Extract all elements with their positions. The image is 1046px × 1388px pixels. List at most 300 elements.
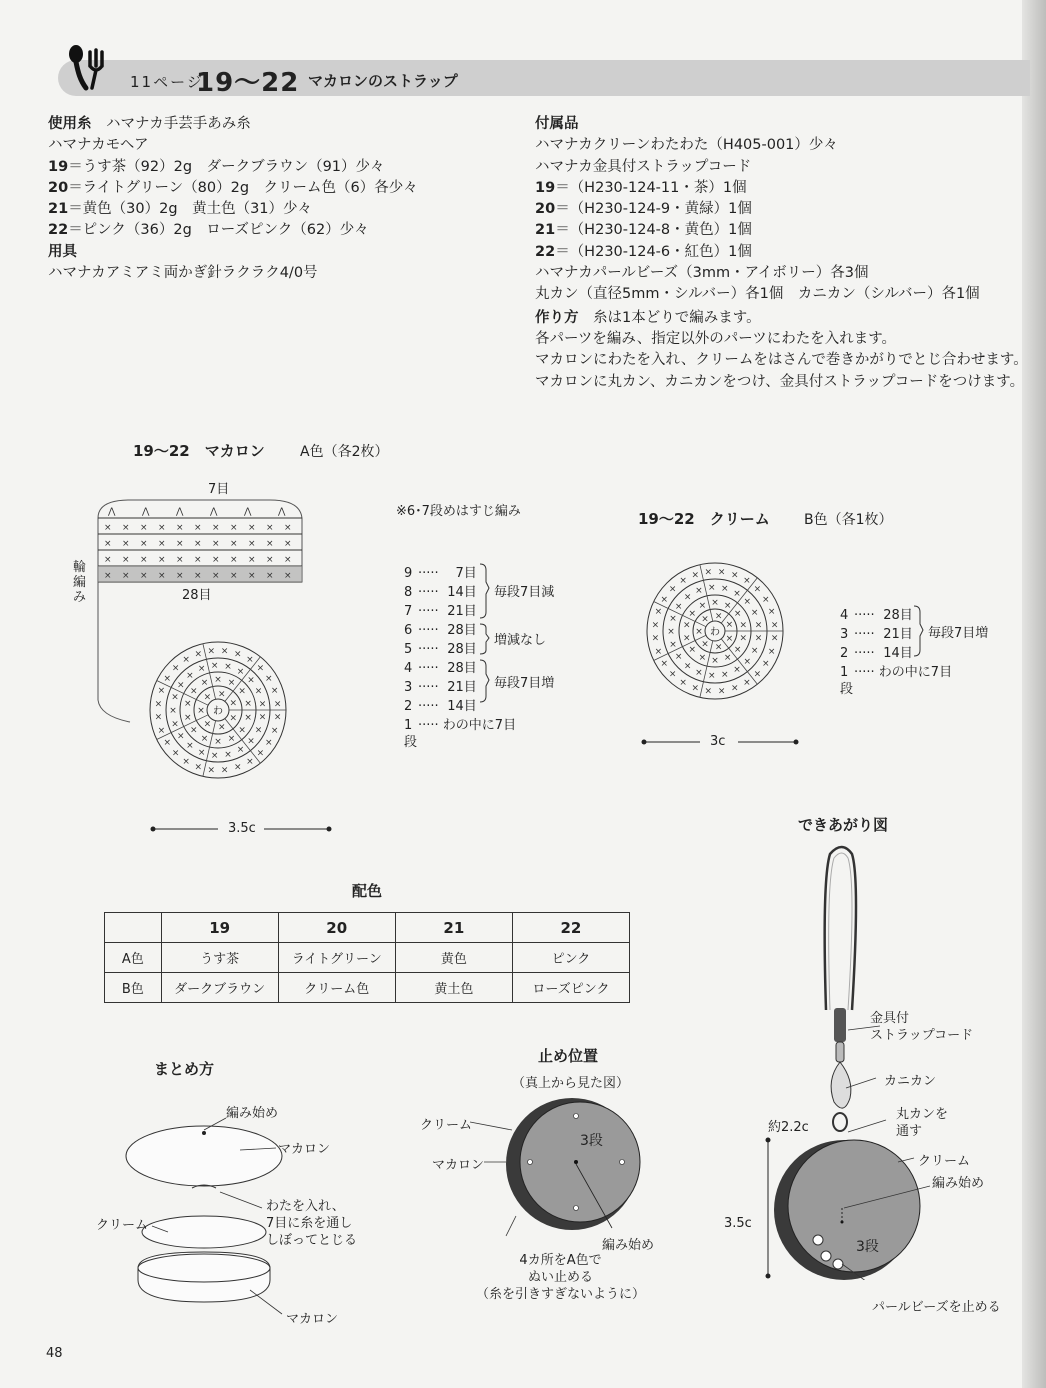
- macaron-note: ※6･7段めはすじ編み: [396, 504, 521, 519]
- svg-text:×: ×: [218, 689, 226, 700]
- svg-text:×: ×: [247, 675, 255, 686]
- stop-position-subtitle: （真上から見た図）: [512, 1076, 630, 1091]
- svg-text:×: ×: [753, 584, 762, 595]
- method-line: マカロンにわたを入れ、クリームをはさんで巻きかがりでとじ合わせます。: [535, 352, 1028, 369]
- svg-text:×: ×: [739, 633, 748, 644]
- assembly-start: 編み始め: [226, 1106, 279, 1121]
- page-reference: 11ページ: [130, 73, 204, 91]
- svg-text:×: ×: [733, 588, 741, 599]
- table-cell: A色: [105, 943, 162, 973]
- svg-text:×: ×: [244, 699, 252, 710]
- finished-start-label: 編み始め: [932, 1176, 985, 1191]
- page-number: 48: [46, 1346, 63, 1361]
- svg-text:×: ×: [176, 523, 184, 533]
- svg-text:×: ×: [668, 584, 677, 595]
- finished-cord-label: 金具付 ストラップコード: [870, 1011, 974, 1043]
- svg-text:×: ×: [227, 733, 236, 744]
- svg-text:わ: わ: [710, 627, 720, 638]
- accessory-line: ハマナカパールビーズ（3mm・アイボリー）各3個: [535, 265, 869, 282]
- accessory-item: 22＝（H230-124-6・紅色）1個: [535, 243, 752, 260]
- svg-text:×: ×: [725, 633, 734, 644]
- svg-text:×: ×: [258, 699, 267, 710]
- table-cell: 黄色: [395, 943, 512, 973]
- svg-text:×: ×: [230, 539, 238, 549]
- svg-text:×: ×: [140, 555, 148, 565]
- table-cell: 黄土色: [395, 973, 512, 1003]
- svg-text:×: ×: [750, 646, 759, 657]
- svg-text:×: ×: [186, 741, 194, 752]
- svg-text:⋀: ⋀: [278, 507, 286, 517]
- svg-text:×: ×: [207, 765, 216, 776]
- accessory-item: 19＝（H230-124-11・茶）1個: [535, 179, 747, 196]
- macaron-group-increase: 毎段7目増: [494, 676, 555, 691]
- accessory-line: ハマナカ金具付ストラップコード: [535, 158, 752, 175]
- svg-text:×: ×: [667, 627, 675, 637]
- svg-text:×: ×: [157, 686, 166, 697]
- svg-text:×: ×: [169, 706, 177, 716]
- svg-text:×: ×: [246, 655, 254, 666]
- row-entry: 7 ····· 21目: [404, 604, 477, 619]
- finished-illustration: [730, 840, 1020, 1280]
- svg-text:×: ×: [212, 523, 220, 533]
- finished-height-label: 3.5c: [724, 1216, 752, 1231]
- svg-text:⋀: ⋀: [142, 507, 150, 517]
- svg-text:×: ×: [717, 686, 726, 697]
- svg-text:×: ×: [669, 614, 677, 624]
- svg-text:×: ×: [171, 719, 179, 730]
- cream-group-increase: 毎段7目増: [928, 626, 989, 641]
- accessory-item: 20＝（H230-124-9・黄緑）1個: [535, 201, 752, 218]
- svg-text:×: ×: [679, 677, 687, 688]
- svg-text:×: ×: [668, 669, 677, 680]
- table-header-cell: 19: [161, 913, 278, 943]
- svg-text:×: ×: [157, 725, 166, 736]
- svg-text:×: ×: [236, 745, 245, 755]
- svg-text:×: ×: [266, 539, 274, 549]
- svg-text:×: ×: [695, 586, 703, 596]
- assembly-macaron-label: マカロン: [278, 1142, 331, 1157]
- stop-note: 4カ所をA色で ぬい止める （糸を引きすぎないように）: [476, 1253, 646, 1302]
- svg-text:×: ×: [194, 762, 202, 773]
- svg-text:×: ×: [717, 567, 726, 578]
- svg-text:×: ×: [679, 576, 687, 587]
- cream-size: 3c: [710, 734, 726, 749]
- svg-text:×: ×: [247, 736, 255, 747]
- svg-text:×: ×: [227, 678, 236, 689]
- svg-text:×: ×: [203, 719, 212, 730]
- svg-text:×: ×: [701, 639, 709, 650]
- macaron-row-brackets: [478, 562, 492, 712]
- svg-text:×: ×: [248, 571, 256, 581]
- svg-text:×: ×: [258, 712, 267, 723]
- svg-text:×: ×: [767, 646, 776, 657]
- method-line: マカロンに丸カン、カニカンをつけ、金具付ストラップコードをつけます。: [535, 373, 1025, 390]
- svg-text:×: ×: [691, 683, 699, 694]
- table-row: [105, 943, 630, 973]
- macaron-bottom-label: 28目: [182, 588, 212, 603]
- svg-text:×: ×: [214, 675, 222, 685]
- svg-text:×: ×: [176, 555, 184, 565]
- table-cell: うす茶: [161, 943, 278, 973]
- stop-cream-label: クリーム: [420, 1118, 473, 1133]
- table-header-cell: 22: [512, 913, 629, 943]
- svg-text:×: ×: [683, 661, 692, 672]
- svg-text:×: ×: [186, 670, 194, 681]
- yarn-item: 20＝ライトグリーン（80）2g クリーム色（6）各少々: [48, 179, 418, 196]
- svg-text:×: ×: [177, 680, 185, 691]
- svg-text:×: ×: [273, 699, 282, 710]
- svg-text:×: ×: [248, 555, 256, 565]
- svg-text:×: ×: [698, 600, 707, 611]
- svg-text:×: ×: [654, 646, 663, 657]
- svg-text:×: ×: [270, 725, 279, 736]
- svg-text:×: ×: [212, 571, 220, 581]
- color-table: [104, 912, 630, 1003]
- svg-text:×: ×: [104, 539, 112, 549]
- svg-text:×: ×: [224, 749, 232, 760]
- svg-text:×: ×: [721, 669, 729, 680]
- svg-text:×: ×: [230, 571, 238, 581]
- svg-text:⋀: ⋀: [244, 507, 252, 517]
- yarn-label: 使用糸: [48, 116, 92, 132]
- svg-text:×: ×: [184, 699, 192, 710]
- svg-text:×: ×: [770, 633, 779, 644]
- row-unit: 段: [840, 682, 854, 697]
- svg-text:⋀: ⋀: [108, 507, 116, 517]
- fork-spoon-icon: [62, 42, 122, 92]
- svg-text:×: ×: [754, 620, 763, 631]
- svg-text:×: ×: [284, 523, 292, 533]
- row-entry: 6 ····· 28目: [404, 623, 477, 638]
- svg-text:×: ×: [203, 692, 212, 703]
- svg-text:×: ×: [682, 633, 691, 644]
- table-cell: ライトグリーン: [278, 943, 395, 973]
- svg-text:×: ×: [210, 661, 219, 672]
- svg-text:×: ×: [177, 731, 185, 742]
- svg-text:×: ×: [770, 620, 779, 631]
- svg-text:×: ×: [207, 646, 216, 657]
- yarn-item: 22＝ピンク（36）2g ローズピンク（62）少々: [48, 222, 369, 239]
- svg-text:×: ×: [273, 712, 282, 723]
- cream-title: 19～22 クリーム: [638, 510, 770, 528]
- macaron-size: 3.5c: [228, 821, 256, 836]
- svg-text:×: ×: [158, 523, 166, 533]
- method-line: 各パーツを編み、指定以外のパーツにわたを入れます。: [535, 330, 897, 347]
- svg-text:×: ×: [200, 733, 209, 744]
- macaron-chart: [90, 490, 320, 820]
- svg-text:×: ×: [669, 640, 677, 650]
- svg-text:×: ×: [754, 633, 763, 644]
- yarn-section: [48, 114, 418, 284]
- table-cell: ピンク: [512, 943, 629, 973]
- stop-position-title: 止め位置: [538, 1047, 599, 1065]
- svg-text:×: ×: [651, 620, 660, 631]
- svg-text:×: ×: [154, 712, 163, 723]
- svg-text:×: ×: [743, 576, 751, 587]
- svg-text:×: ×: [104, 523, 112, 533]
- cream-color: B色（各1枚）: [804, 512, 893, 528]
- svg-text:×: ×: [163, 737, 171, 748]
- svg-text:×: ×: [190, 725, 198, 736]
- svg-text:×: ×: [218, 722, 226, 733]
- yarn-item: 19＝うす茶（92）2g ダークブラウン（91）少々: [48, 158, 385, 175]
- row-unit: 段: [404, 735, 418, 750]
- table-cell: ダークブラウン: [161, 973, 278, 1003]
- svg-text:×: ×: [733, 608, 742, 619]
- svg-text:×: ×: [254, 725, 263, 736]
- svg-text:×: ×: [762, 658, 770, 669]
- svg-text:×: ×: [171, 692, 179, 703]
- svg-text:×: ×: [122, 555, 130, 565]
- macaron-color: A色（各2枚）: [300, 444, 389, 460]
- assembly-note: わたを入れ、 7目に糸を通し しぼってとじる: [266, 1199, 358, 1248]
- svg-text:×: ×: [104, 555, 112, 565]
- svg-text:×: ×: [158, 555, 166, 565]
- macaron-top-label: 7目: [208, 482, 230, 497]
- yarn-main: ハマナカ手芸手あみ糸: [106, 116, 251, 132]
- tools-label: 用具: [48, 243, 77, 260]
- stop-start-label: 編み始め: [602, 1238, 655, 1253]
- row-entry: 9 ····· 7目: [404, 566, 477, 581]
- cream-row-legend: [840, 604, 952, 697]
- svg-text:×: ×: [248, 539, 256, 549]
- svg-text:×: ×: [171, 748, 180, 759]
- finished-cream-label: クリーム: [918, 1154, 971, 1169]
- svg-text:×: ×: [711, 656, 719, 666]
- accessory-line: 丸カン（直径5mm・シルバー）各1個 カニカン（シルバー）各1個: [535, 286, 980, 303]
- svg-text:×: ×: [714, 642, 723, 653]
- svg-text:×: ×: [256, 663, 265, 674]
- svg-text:×: ×: [212, 555, 220, 565]
- svg-text:×: ×: [236, 667, 245, 677]
- svg-text:×: ×: [266, 523, 274, 533]
- svg-text:×: ×: [194, 571, 202, 581]
- svg-text:×: ×: [104, 571, 112, 581]
- svg-text:×: ×: [176, 539, 184, 549]
- svg-text:×: ×: [140, 539, 148, 549]
- stop-row3-label: 3段: [580, 1133, 603, 1149]
- accessory-item: 21＝（H230-124-8・黄色）1個: [535, 222, 752, 239]
- svg-text:×: ×: [674, 651, 683, 662]
- svg-text:×: ×: [122, 523, 130, 533]
- accessories-label: 付属品: [535, 116, 579, 132]
- row-entry: 1 ····· わの中に7目: [840, 665, 953, 680]
- svg-text:×: ×: [184, 712, 192, 723]
- svg-text:×: ×: [229, 713, 238, 724]
- svg-text:×: ×: [230, 555, 238, 565]
- svg-text:×: ×: [266, 571, 274, 581]
- row-entry: 1 ····· わの中に7目: [404, 718, 517, 733]
- finished-beads-label: パールビーズを止める: [872, 1300, 1001, 1315]
- svg-text:×: ×: [660, 658, 668, 669]
- svg-text:×: ×: [266, 555, 274, 565]
- svg-text:×: ×: [158, 571, 166, 581]
- table-cell: クリーム色: [278, 973, 395, 1003]
- svg-text:×: ×: [701, 614, 709, 625]
- table-header-cell: 20: [278, 913, 395, 943]
- row-entry: 4 ····· 28目: [404, 661, 477, 676]
- svg-text:×: ×: [691, 570, 699, 581]
- svg-text:わ: わ: [213, 706, 223, 717]
- svg-text:×: ×: [707, 583, 716, 594]
- svg-text:×: ×: [733, 645, 742, 656]
- svg-text:×: ×: [651, 633, 660, 644]
- svg-text:×: ×: [214, 737, 222, 747]
- finished-row3-label: 3段: [856, 1239, 879, 1255]
- svg-text:×: ×: [230, 523, 238, 533]
- svg-text:×: ×: [197, 747, 206, 758]
- assembly-cream-label: クリーム: [96, 1218, 149, 1233]
- method-label: 作り方: [535, 309, 579, 326]
- finished-clasp-label: カニカン: [884, 1074, 937, 1089]
- svg-text:×: ×: [284, 539, 292, 549]
- svg-text:×: ×: [731, 570, 739, 581]
- svg-text:×: ×: [194, 523, 202, 533]
- table-cell: ローズピンク: [512, 973, 629, 1003]
- row-entry: 8 ····· 14目: [404, 585, 477, 600]
- table-cell: B色: [105, 973, 162, 1003]
- stop-macaron-label: マカロン: [432, 1158, 485, 1173]
- color-table-title: 配色: [352, 882, 383, 900]
- svg-text:×: ×: [197, 664, 206, 675]
- svg-text:×: ×: [284, 555, 292, 565]
- svg-text:×: ×: [122, 571, 130, 581]
- row-entry: 3 ····· 21目: [840, 627, 913, 642]
- pattern-numbers: 19～22: [196, 68, 300, 98]
- svg-text:×: ×: [194, 555, 202, 565]
- svg-text:×: ×: [158, 539, 166, 549]
- svg-text:×: ×: [122, 539, 130, 549]
- svg-text:×: ×: [248, 523, 256, 533]
- svg-text:⋀: ⋀: [210, 507, 218, 517]
- svg-text:×: ×: [182, 655, 190, 666]
- svg-text:×: ×: [238, 686, 246, 697]
- svg-text:×: ×: [220, 765, 229, 776]
- method-first: 糸は1本どりで編みます。: [593, 309, 761, 326]
- finished-ring-label: 丸カンを 通す: [896, 1107, 949, 1139]
- svg-text:×: ×: [194, 649, 202, 660]
- pattern-title: マカロンのストラップ: [308, 72, 458, 90]
- svg-text:×: ×: [683, 592, 692, 603]
- svg-text:×: ×: [714, 611, 723, 622]
- finished-width-label: 約2.2c: [768, 1120, 809, 1135]
- svg-text:×: ×: [688, 608, 697, 619]
- svg-text:×: ×: [707, 670, 716, 681]
- yarn-sub: ハマナカモヘア: [48, 137, 149, 154]
- svg-text:×: ×: [171, 663, 180, 674]
- svg-text:×: ×: [244, 712, 252, 723]
- svg-text:×: ×: [234, 649, 242, 660]
- svg-text:×: ×: [682, 620, 691, 631]
- row-entry: 2 ····· 14目: [404, 699, 477, 714]
- svg-text:×: ×: [660, 595, 668, 606]
- svg-text:×: ×: [284, 571, 292, 581]
- table-header-cell: [105, 913, 162, 943]
- svg-text:×: ×: [711, 598, 719, 608]
- svg-text:×: ×: [654, 607, 663, 618]
- macaron-side-label: 輪編み: [73, 560, 87, 605]
- svg-text:×: ×: [688, 645, 697, 656]
- svg-text:×: ×: [270, 686, 279, 697]
- table-header-cell: 21: [395, 913, 512, 943]
- svg-text:×: ×: [265, 737, 273, 748]
- svg-text:×: ×: [224, 662, 232, 673]
- macaron-title: 19～22 マカロン: [133, 442, 265, 460]
- macaron-group-even: 増減なし: [494, 633, 547, 648]
- svg-text:×: ×: [256, 748, 265, 759]
- svg-text:×: ×: [695, 627, 703, 637]
- assembly-title: まとめ方: [154, 1060, 215, 1078]
- svg-text:×: ×: [753, 669, 762, 680]
- svg-text:×: ×: [762, 595, 770, 606]
- accessories-section: [535, 114, 1028, 393]
- finished-title: できあがり図: [798, 816, 889, 834]
- cream-row-bracket: [912, 604, 926, 664]
- svg-text:×: ×: [229, 698, 238, 709]
- assembly-macaron2-label: マカロン: [286, 1312, 339, 1327]
- svg-text:×: ×: [194, 539, 202, 549]
- svg-text:⋀: ⋀: [176, 507, 184, 517]
- svg-text:×: ×: [725, 620, 734, 631]
- table-row: [105, 973, 630, 1003]
- svg-text:×: ×: [154, 699, 163, 710]
- stop-position-leaders: [466, 1112, 526, 1252]
- svg-text:×: ×: [163, 674, 171, 685]
- row-entry: 3 ····· 21目: [404, 680, 477, 695]
- svg-text:×: ×: [246, 756, 254, 767]
- svg-text:×: ×: [704, 567, 713, 578]
- svg-text:×: ×: [210, 750, 219, 761]
- svg-text:×: ×: [200, 678, 209, 689]
- svg-text:×: ×: [674, 602, 683, 613]
- svg-text:×: ×: [140, 523, 148, 533]
- svg-text:×: ×: [743, 597, 752, 608]
- svg-text:×: ×: [704, 686, 713, 697]
- svg-text:×: ×: [743, 656, 752, 667]
- svg-text:×: ×: [743, 677, 751, 688]
- svg-text:×: ×: [212, 539, 220, 549]
- svg-text:×: ×: [140, 571, 148, 581]
- row-entry: 5 ····· 28目: [404, 642, 477, 657]
- svg-text:×: ×: [197, 706, 205, 716]
- svg-text:×: ×: [750, 607, 759, 618]
- svg-text:×: ×: [767, 607, 776, 618]
- cream-chart: [640, 556, 790, 706]
- svg-text:×: ×: [695, 668, 703, 678]
- accessory-line: ハマナカクリーンわたわた（H405-001）少々: [535, 137, 838, 154]
- svg-text:×: ×: [265, 674, 273, 685]
- svg-text:×: ×: [698, 653, 707, 664]
- svg-text:×: ×: [238, 725, 246, 736]
- svg-text:×: ×: [723, 600, 732, 611]
- row-entry: 2 ····· 14目: [840, 646, 913, 661]
- svg-text:×: ×: [254, 686, 263, 697]
- tools-text: ハマナカアミアミ両かぎ針ラクラク4/0号: [48, 265, 318, 282]
- svg-text:×: ×: [731, 683, 739, 694]
- macaron-group-decrease: 毎段7目減: [494, 585, 555, 600]
- svg-text:×: ×: [723, 653, 732, 664]
- svg-text:×: ×: [182, 756, 190, 767]
- yarn-item: 21＝黄色（30）2g 黄土色（31）少々: [48, 201, 313, 218]
- svg-text:×: ×: [234, 762, 242, 773]
- svg-text:×: ×: [733, 665, 741, 676]
- svg-text:×: ×: [721, 584, 729, 595]
- svg-text:×: ×: [220, 646, 229, 657]
- svg-text:×: ×: [739, 620, 748, 631]
- svg-text:×: ×: [190, 686, 198, 697]
- svg-text:×: ×: [176, 571, 184, 581]
- row-entry: 4 ····· 28目: [840, 608, 913, 623]
